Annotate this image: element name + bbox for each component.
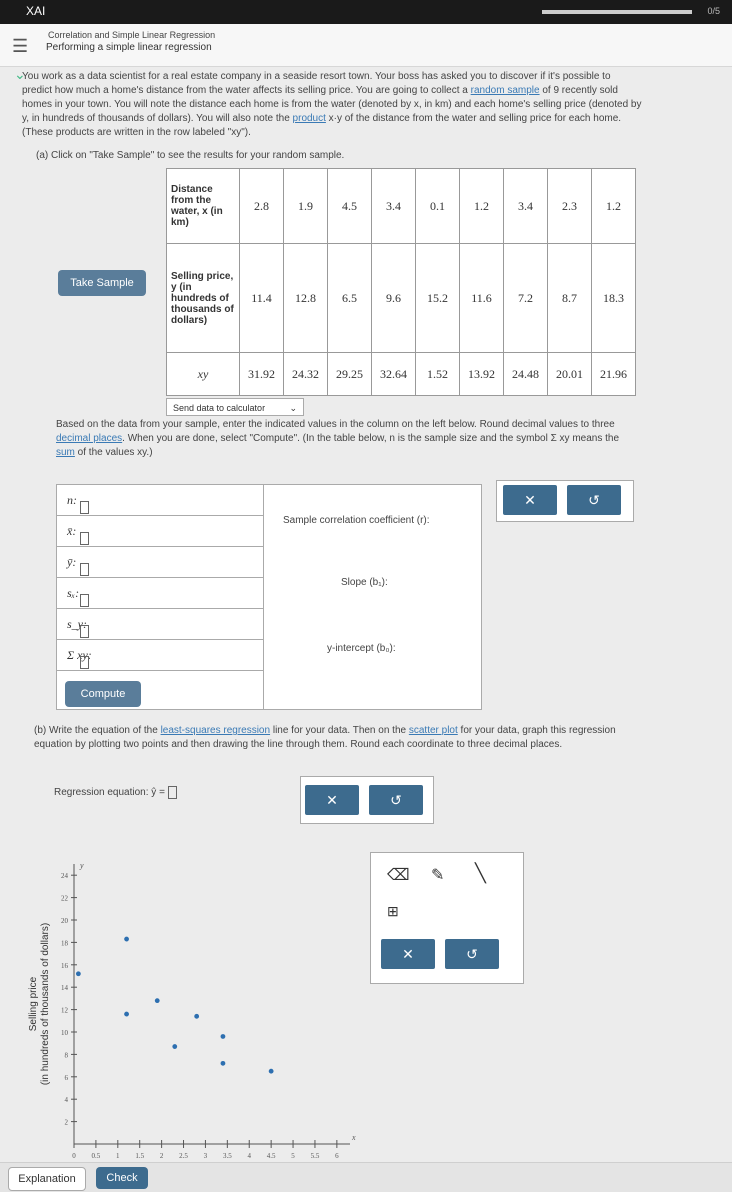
table-cell: 20.01 bbox=[548, 353, 592, 396]
stats-panel bbox=[56, 484, 482, 710]
scatter-plot-svg[interactable] bbox=[20, 852, 360, 1162]
x-tick-label: 1.5 bbox=[135, 1152, 145, 1160]
clear-button[interactable] bbox=[381, 939, 435, 969]
x-tick-label: 3.5 bbox=[222, 1152, 232, 1160]
clear-button[interactable] bbox=[305, 785, 359, 815]
table-cell: 8.7 bbox=[548, 244, 592, 353]
take-sample-button[interactable]: Take Sample bbox=[58, 270, 146, 296]
close-icon: ✕ bbox=[402, 946, 414, 962]
input-box[interactable] bbox=[80, 594, 89, 607]
explanation-button[interactable]: Explanation bbox=[8, 1167, 86, 1191]
menu-icon[interactable]: ☰ bbox=[12, 36, 29, 56]
input-box[interactable] bbox=[80, 501, 89, 514]
table-cell: 7.2 bbox=[504, 244, 548, 353]
link-product[interactable]: product bbox=[292, 113, 326, 124]
part-a-prompt: (a) Click on "Take Sample" to see the results for your random sample. bbox=[36, 150, 345, 161]
table-cell: 21.96 bbox=[592, 353, 636, 396]
y-axis-symbol: y bbox=[80, 861, 84, 870]
chevron-down-icon[interactable]: ⌄ bbox=[14, 66, 26, 82]
stats-input-column bbox=[57, 485, 264, 709]
y-tick-label: 12 bbox=[61, 1006, 68, 1015]
table-cell: 15.2 bbox=[416, 244, 460, 353]
link-decimal-places[interactable]: decimal places bbox=[56, 433, 123, 444]
data-point bbox=[221, 1034, 226, 1039]
x-tick-label: 2.5 bbox=[179, 1152, 188, 1160]
x-tick-label: 0 bbox=[72, 1152, 76, 1160]
input-box[interactable] bbox=[80, 625, 89, 638]
link-sum[interactable]: sum bbox=[56, 447, 75, 458]
y-tick-label: 22 bbox=[61, 894, 68, 903]
undo-button[interactable] bbox=[445, 939, 499, 969]
progress-count: 0/5 bbox=[707, 6, 720, 16]
instructions-text: Based on the data from your sample, enter the indicated values in the column on the left below. Round decimal values to three decimal places. When you are done, select "Compute". (In the table below, n is the sample size and the symbol Σ xy means the sum of the values xy.) bbox=[56, 419, 620, 458]
table-cell: 2.8 bbox=[240, 169, 284, 244]
table-cell: 3.4 bbox=[372, 169, 416, 244]
check-button[interactable]: Check bbox=[96, 1167, 148, 1189]
status-bar bbox=[0, 0, 732, 24]
table-cell: 12.8 bbox=[284, 244, 328, 353]
data-point bbox=[194, 1014, 199, 1019]
table-cell: 24.48 bbox=[504, 353, 548, 396]
regression-equation: Regression equation: ŷ = bbox=[54, 786, 177, 799]
input-box[interactable] bbox=[80, 656, 89, 669]
y-tick-label: 2 bbox=[64, 1118, 68, 1127]
r-label: Sample correlation coefficient (r): bbox=[283, 515, 430, 526]
part-b-prompt: (b) Write the equation of the least-squares regression line for your data. Then on the scatter plot for your data, graph this regression equation by plotting two points and then drawing the line through them. Round each coordinate to three decimal places. bbox=[34, 725, 616, 750]
data-point bbox=[269, 1069, 274, 1074]
graph-tools bbox=[370, 852, 524, 984]
y-tick-label: 6 bbox=[64, 1073, 68, 1082]
eraser-icon[interactable]: ⌫ bbox=[387, 867, 410, 884]
x-tick-label: 3 bbox=[203, 1152, 208, 1160]
x-tick-label: 5.5 bbox=[310, 1152, 320, 1160]
data-point bbox=[221, 1061, 226, 1066]
data-point bbox=[155, 998, 160, 1003]
row-label-y: Selling price, y (in hundreds of thousands of dollars) bbox=[167, 244, 240, 353]
x-tick-label: 0.5 bbox=[91, 1152, 101, 1160]
table-cell: 0.1 bbox=[416, 169, 460, 244]
table-cell: 11.6 bbox=[460, 244, 504, 353]
sample-table bbox=[166, 168, 636, 396]
x-tick-label: 1 bbox=[116, 1152, 120, 1160]
close-icon: ✕ bbox=[326, 792, 338, 808]
field-sx[interactable]: sₓ: bbox=[57, 578, 263, 609]
data-point bbox=[124, 937, 129, 942]
table-cell: 9.6 bbox=[372, 244, 416, 353]
regression-actions bbox=[300, 776, 434, 824]
send-to-calculator-select[interactable] bbox=[166, 398, 304, 416]
table-cell: 31.92 bbox=[240, 353, 284, 396]
breadcrumb-topic: Performing a simple linear regression bbox=[46, 42, 212, 53]
table-cell: 13.92 bbox=[460, 353, 504, 396]
undo-button[interactable] bbox=[567, 485, 621, 515]
table-cell: 1.52 bbox=[416, 353, 460, 396]
table-cell: 3.4 bbox=[504, 169, 548, 244]
field-sy[interactable]: s_y: bbox=[57, 609, 263, 640]
field-sum-xy[interactable]: Σ xy: bbox=[57, 640, 263, 671]
y-tick-label: 8 bbox=[64, 1051, 68, 1060]
table-cell: 29.25 bbox=[328, 353, 372, 396]
status-text: XAI bbox=[26, 4, 46, 18]
undo-icon: ↺ bbox=[466, 946, 478, 962]
data-point bbox=[124, 1012, 129, 1017]
y-tick-label: 10 bbox=[61, 1029, 68, 1037]
bottom-bar bbox=[0, 1162, 732, 1192]
scatter-plot[interactable] bbox=[20, 852, 360, 1162]
table-cell: 11.4 bbox=[240, 244, 284, 353]
y-tick-label: 20 bbox=[61, 917, 68, 925]
link-least-squares[interactable]: least-squares regression bbox=[160, 725, 271, 736]
regression-input[interactable] bbox=[168, 786, 177, 799]
input-box[interactable] bbox=[80, 563, 89, 576]
x-axis-label: x bbox=[352, 1133, 356, 1142]
y-tick-label: 16 bbox=[61, 961, 68, 970]
table-cell: 6.5 bbox=[328, 244, 372, 353]
field-xbar[interactable]: x̄: bbox=[57, 516, 263, 547]
y-tick-label: 4 bbox=[64, 1096, 68, 1105]
intro-text: You work as a data scientist for a real estate company in a seaside resort town. Your boss has asked you to discover if it's possible to predict how much a home's distance from the water affects its selling price. You are going to collect a random sample of 9 recently sold homes in your town. You will note the distance each home is from the water (denoted by x, in km) and each home's selling price (denoted by y, in hundreds of thousands of dollars). You will also note the product x·y of the distance from the water and selling price for each home. (These products are written in the row labeled "xy"). bbox=[22, 71, 642, 138]
row-label-x: Distance from the water, x (in km) bbox=[167, 169, 240, 244]
undo-button[interactable] bbox=[369, 785, 423, 815]
link-random-sample[interactable]: random sample bbox=[470, 85, 540, 96]
table-cell: 24.32 bbox=[284, 353, 328, 396]
input-box[interactable] bbox=[80, 532, 89, 545]
table-cell: 32.64 bbox=[372, 353, 416, 396]
clear-button[interactable] bbox=[503, 485, 557, 515]
chevron-down-icon: ⌄ bbox=[289, 403, 297, 413]
row-label-xy: xy bbox=[167, 353, 240, 396]
answer-actions bbox=[496, 480, 634, 522]
y-axis-label: Selling price(in hundreds of thousands of dollars) bbox=[28, 922, 51, 1086]
close-icon: ✕ bbox=[524, 492, 536, 508]
link-scatter-plot[interactable]: scatter plot bbox=[408, 725, 458, 736]
x-tick-label: 5 bbox=[291, 1152, 295, 1160]
table-cell: 4.5 bbox=[328, 169, 372, 244]
send-to-calculator-label: Send data to calculator bbox=[173, 403, 266, 413]
top-bar bbox=[0, 24, 732, 67]
y-tick-label: 24 bbox=[61, 872, 68, 881]
x-tick-label: 2 bbox=[159, 1152, 164, 1160]
table-cell: 1.2 bbox=[460, 169, 504, 244]
undo-icon: ↺ bbox=[390, 792, 402, 808]
table-cell: 1.2 bbox=[592, 169, 636, 244]
data-point bbox=[172, 1044, 177, 1049]
compute-button[interactable]: Compute bbox=[65, 681, 141, 707]
x-tick-label: 4.5 bbox=[266, 1152, 276, 1160]
data-point bbox=[76, 971, 81, 976]
slope-label: Slope (b₁): bbox=[341, 577, 388, 588]
table-cell: 2.3 bbox=[548, 169, 592, 244]
line-tool-icon[interactable]: ╲ bbox=[475, 863, 486, 883]
intercept-label: y-intercept (b₀): bbox=[327, 643, 396, 654]
field-ybar[interactable]: ȳ: bbox=[57, 547, 263, 578]
x-tick-label: 6 bbox=[335, 1152, 339, 1160]
undo-icon: ↺ bbox=[588, 492, 600, 508]
pencil-icon[interactable]: ✎ bbox=[431, 867, 445, 884]
breadcrumb-module[interactable]: Correlation and Simple Linear Regression bbox=[48, 30, 216, 40]
x-tick-label: 4 bbox=[247, 1152, 251, 1160]
grid-icon[interactable]: ⊞ bbox=[387, 903, 399, 919]
field-n[interactable]: n: bbox=[57, 485, 263, 516]
table-cell: 18.3 bbox=[592, 244, 636, 353]
progress-bar bbox=[542, 10, 692, 14]
y-tick-label: 14 bbox=[61, 984, 68, 993]
table-cell: 1.9 bbox=[284, 169, 328, 244]
y-tick-label: 18 bbox=[61, 939, 68, 948]
